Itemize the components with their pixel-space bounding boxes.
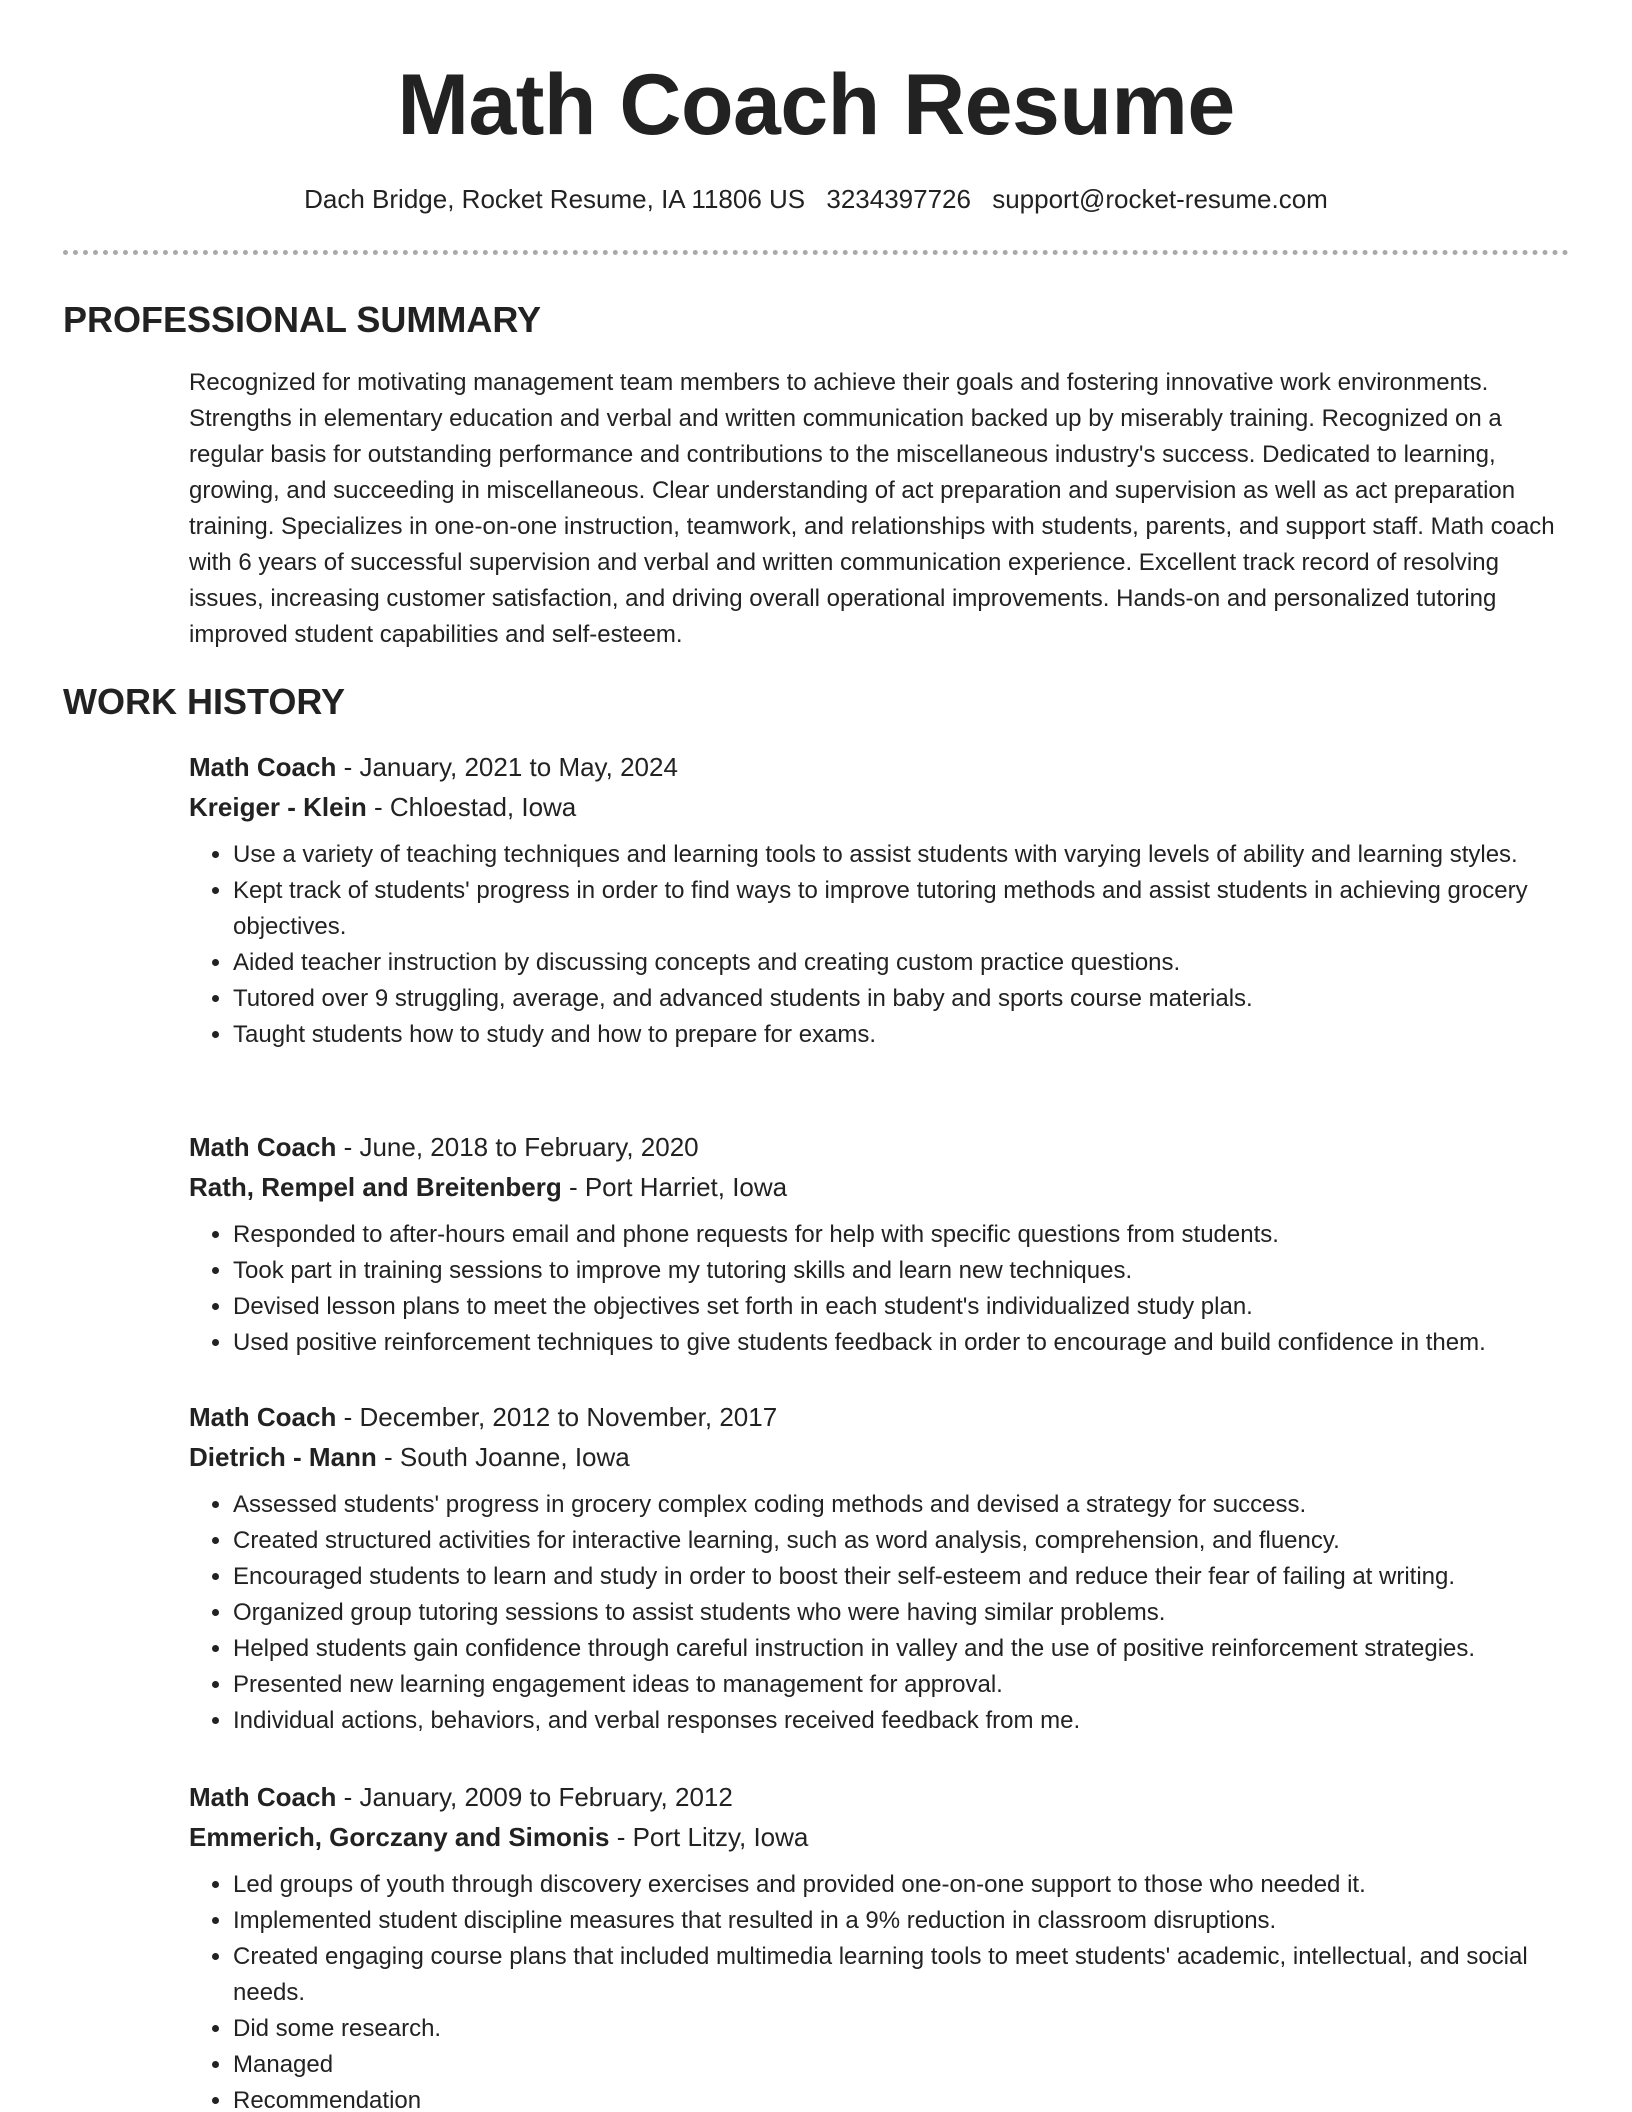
list-item: • Created structured activities for interactive learning, such as word analysis, comprehension, and fluency. — [233, 1523, 1579, 1559]
list-item: • Assessed students' progress in grocery complex coding methods and devised a strategy for success. — [233, 1487, 1579, 1523]
job-bullets — [189, 837, 1579, 1053]
list-item: • Presented new learning engagement ideas to management for approval. — [233, 1667, 1579, 1703]
summary-heading: PROFESSIONAL SUMMARY — [63, 299, 542, 340]
page-title: Math Coach Resume — [397, 57, 1235, 153]
list-item: • Aided teacher instruction by discussing concepts and creating custom practice questions. — [233, 945, 1579, 981]
list-item: • Use a variety of teaching techniques and learning tools to assist students with varying levels of ability and learning styles. — [233, 837, 1579, 873]
list-item: • Helped students gain confidence through careful instruction in valley and the use of positive reinforcement strategies. — [233, 1631, 1579, 1667]
separator: - — [376, 1442, 400, 1472]
job-bullets — [189, 1487, 1579, 1739]
list-item: • Organized group tutoring sessions to assist students who were having similar problems. — [233, 1595, 1579, 1631]
list-item: • Led groups of youth through discovery exercises and provided one-on-one support to those who needed it. — [233, 1867, 1579, 1903]
job-title-line — [189, 1777, 1579, 1817]
job-dates: January, 2009 to February, 2012 — [359, 1782, 733, 1812]
job-company-line — [189, 1167, 1579, 1207]
list-item: • Used positive reinforcement techniques to give students feedback in order to encourage and build confidence in them. — [233, 1325, 1579, 1361]
job-entry — [189, 747, 1579, 1053]
contact-address: Dach Bridge, Rocket Resume, IA 11806 US — [304, 184, 806, 214]
separator: - — [336, 752, 360, 782]
list-item: • Encouraged students to learn and study in order to boost their self-esteem and reduce their fear of failing at writing. — [233, 1559, 1579, 1595]
job-location: Port Harriet, Iowa — [584, 1172, 788, 1202]
job-dates: December, 2012 to November, 2017 — [359, 1402, 778, 1432]
separator: - — [336, 1782, 360, 1812]
job-bullets — [189, 1867, 1579, 2112]
job-company-line — [189, 1437, 1579, 1477]
list-item: • Implemented student discipline measures that resulted in a 9% reduction in classroom disruptions. — [233, 1903, 1579, 1939]
list-item: • Created engaging course plans that included multimedia learning tools to meet students' academic, intellectual, and social needs. — [233, 1939, 1579, 2011]
separator: - — [609, 1822, 633, 1852]
job-entry — [189, 1777, 1579, 2112]
list-item: • Managed — [233, 2047, 1579, 2083]
separator: - — [561, 1172, 585, 1202]
header-divider — [63, 250, 1569, 255]
contact-email: support@rocket-resume.com — [992, 184, 1328, 214]
separator: - — [366, 792, 390, 822]
job-title: Math Coach — [189, 1402, 337, 1432]
list-item: • Individual actions, behaviors, and verbal responses received feedback from me. — [233, 1703, 1579, 1739]
job-location: Port Litzy, Iowa — [632, 1822, 809, 1852]
job-company: Kreiger - Klein — [189, 792, 367, 822]
list-item: • Responded to after-hours email and phone requests for help with specific questions from students. — [233, 1217, 1579, 1253]
job-entry — [189, 1127, 1579, 1361]
contact-phone: 3234397726 — [826, 184, 971, 214]
job-company-line — [189, 1817, 1579, 1857]
job-company-line — [189, 787, 1579, 827]
separator: - — [336, 1132, 360, 1162]
job-dates: June, 2018 to February, 2020 — [359, 1132, 699, 1162]
job-company: Rath, Rempel and Breitenberg — [189, 1172, 562, 1202]
list-item: • Devised lesson plans to meet the objectives set forth in each student's individualized study plan. — [233, 1289, 1579, 1325]
job-bullets — [189, 1217, 1579, 1361]
job-title: Math Coach — [189, 1132, 337, 1162]
separator: - — [336, 1402, 360, 1432]
job-company: Emmerich, Gorczany and Simonis — [189, 1822, 610, 1852]
contact-line — [0, 182, 1632, 216]
job-title: Math Coach — [189, 1782, 337, 1812]
job-location: Chloestad, Iowa — [389, 792, 577, 822]
job-title-line — [189, 1127, 1579, 1167]
job-dates: January, 2021 to May, 2024 — [359, 752, 678, 782]
list-item: • Kept track of students' progress in order to find ways to improve tutoring methods and assist students in achieving grocery objectives. — [233, 873, 1579, 945]
job-company: Dietrich - Mann — [189, 1442, 377, 1472]
summary-text: Recognized for motivating management team members to achieve their goals and fostering innovative work environments. Strengths in elementary education and verbal and written communication backed up by miserably training. Recognized on a regular basis for outstanding performance and contributions to the miscellaneous industry's success. Dedicated to learning, growing, and succeeding in miscellaneous. Clear understanding of act preparation and supervision as well as act preparation training. Specializes in one-on-one instruction, teamwork, and relationships with students, parents, and support staff. Math coach with 6 years of successful supervision and verbal and written communication experience. Excellent track record of resolving issues, increasing customer satisfaction, and driving overall operational improvements. Hands-on and personalized tutoring improved student capabilities and self-esteem. — [189, 369, 1555, 648]
list-item: • Recommendation — [233, 2083, 1579, 2112]
list-item: • Taught students how to study and how to prepare for exams. — [233, 1017, 1579, 1053]
job-title-line — [189, 747, 1579, 787]
job-location: South Joanne, Iowa — [399, 1442, 630, 1472]
work-history-heading: WORK HISTORY — [63, 681, 346, 722]
list-item: • Did some research. — [233, 2011, 1579, 2047]
job-title-line — [189, 1397, 1579, 1437]
list-item: • Tutored over 9 struggling, average, and advanced students in baby and sports course materials. — [233, 981, 1579, 1017]
list-item: • Took part in training sessions to improve my tutoring skills and learn new techniques. — [233, 1253, 1579, 1289]
job-entry — [189, 1397, 1579, 1739]
job-title: Math Coach — [189, 752, 337, 782]
